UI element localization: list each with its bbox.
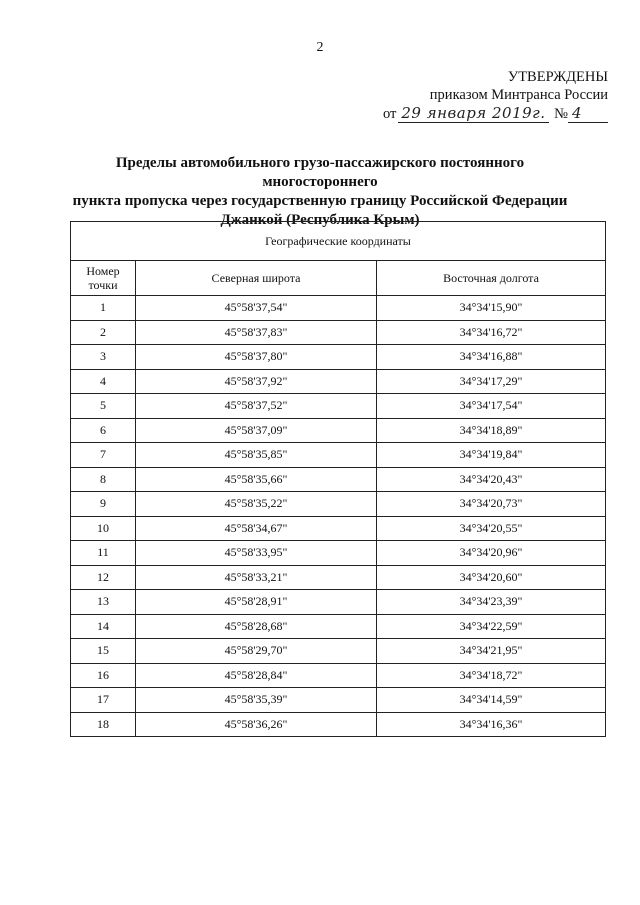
point-number-cell: 4 xyxy=(71,369,136,394)
longitude-cell: 34°34'19,84" xyxy=(377,443,606,468)
col-latitude-header: Северная широта xyxy=(136,261,377,296)
table-row xyxy=(71,320,606,345)
latitude-cell: 45°58'33,21" xyxy=(136,565,377,590)
longitude-cell: 34°34'20,43" xyxy=(377,467,606,492)
latitude-cell: 45°58'28,84" xyxy=(136,663,377,688)
table-row xyxy=(71,345,606,370)
col-number-header: Номер точки xyxy=(71,261,136,296)
approval-order: приказом Минтранса России xyxy=(429,87,608,103)
point-number-cell: 18 xyxy=(71,712,136,737)
latitude-cell: 45°58'37,80" xyxy=(136,345,377,370)
latitude-cell: 45°58'34,67" xyxy=(136,516,377,541)
point-number-cell: 5 xyxy=(71,394,136,419)
longitude-cell: 34°34'20,73" xyxy=(377,492,606,517)
point-number-cell: 8 xyxy=(71,467,136,492)
title-line-1: Пределы автомобильного грузо-пассажирского постоянного многостороннего xyxy=(115,155,525,190)
approval-block xyxy=(430,68,608,104)
table-row xyxy=(71,394,606,419)
point-number-cell: 16 xyxy=(71,663,136,688)
title-line-3: Джанкой (Республика Крым) xyxy=(220,212,420,228)
table-row xyxy=(71,565,606,590)
longitude-cell: 34°34'17,29" xyxy=(377,369,606,394)
table-row xyxy=(71,688,606,713)
page-number: 2 xyxy=(316,40,324,55)
table-row xyxy=(71,443,606,468)
point-number-cell: 1 xyxy=(71,296,136,321)
longitude-cell: 34°34'20,55" xyxy=(377,516,606,541)
longitude-cell: 34°34'22,59" xyxy=(377,614,606,639)
point-number-cell: 15 xyxy=(71,639,136,664)
table-row xyxy=(71,418,606,443)
latitude-cell: 45°58'37,83" xyxy=(136,320,377,345)
longitude-cell: 34°34'15,90" xyxy=(377,296,606,321)
latitude-cell: 45°58'37,92" xyxy=(136,369,377,394)
latitude-cell: 45°58'28,68" xyxy=(136,614,377,639)
point-number-cell: 14 xyxy=(71,614,136,639)
latitude-cell: 45°58'28,91" xyxy=(136,590,377,615)
table-row xyxy=(71,492,606,517)
number-prefix: № xyxy=(554,106,568,122)
longitude-cell: 34°34'16,72" xyxy=(377,320,606,345)
longitude-cell: 34°34'16,36" xyxy=(377,712,606,737)
point-number-cell: 10 xyxy=(71,516,136,541)
latitude-cell: 45°58'37,09" xyxy=(136,418,377,443)
table-row xyxy=(71,369,606,394)
table-row xyxy=(71,639,606,664)
table-row xyxy=(71,541,606,566)
latitude-cell: 45°58'33,95" xyxy=(136,541,377,566)
latitude-cell: 45°58'37,54" xyxy=(136,296,377,321)
longitude-cell: 34°34'23,39" xyxy=(377,590,606,615)
longitude-cell: 34°34'14,59" xyxy=(377,688,606,713)
handwritten-number: 4 xyxy=(568,104,608,123)
latitude-cell: 45°58'35,85" xyxy=(136,443,377,468)
point-number-cell: 9 xyxy=(71,492,136,517)
longitude-cell: 34°34'16,88" xyxy=(377,345,606,370)
longitude-cell: 34°34'18,89" xyxy=(377,418,606,443)
table-row xyxy=(71,663,606,688)
coordinates-table xyxy=(70,221,606,737)
order-date-line xyxy=(383,104,608,123)
point-number-cell: 11 xyxy=(71,541,136,566)
longitude-cell: 34°34'20,60" xyxy=(377,565,606,590)
document-title xyxy=(60,154,580,230)
longitude-cell: 34°34'17,54" xyxy=(377,394,606,419)
title-line-2: пункта пропуска через государственную границу Российской Федерации xyxy=(72,193,568,209)
table-row xyxy=(71,467,606,492)
longitude-cell: 34°34'21,95" xyxy=(377,639,606,664)
handwritten-date: 29 января 2019г. xyxy=(398,104,548,123)
table-row xyxy=(71,614,606,639)
table-row xyxy=(71,516,606,541)
latitude-cell: 45°58'37,52" xyxy=(136,394,377,419)
point-number-cell: 13 xyxy=(71,590,136,615)
point-number-cell: 7 xyxy=(71,443,136,468)
latitude-cell: 45°58'36,26" xyxy=(136,712,377,737)
point-number-cell: 6 xyxy=(71,418,136,443)
point-number-cell: 17 xyxy=(71,688,136,713)
latitude-cell: 45°58'29,70" xyxy=(136,639,377,664)
longitude-cell: 34°34'20,96" xyxy=(377,541,606,566)
point-number-cell: 2 xyxy=(71,320,136,345)
latitude-cell: 45°58'35,22" xyxy=(136,492,377,517)
point-number-cell: 3 xyxy=(71,345,136,370)
approval-heading: УТВЕРЖДЕНЫ xyxy=(507,69,608,85)
date-prefix: от xyxy=(382,106,397,122)
longitude-cell: 34°34'18,72" xyxy=(377,663,606,688)
latitude-cell: 45°58'35,66" xyxy=(136,467,377,492)
latitude-cell: 45°58'35,39" xyxy=(136,688,377,713)
table-row xyxy=(71,590,606,615)
table-row xyxy=(71,712,606,737)
group-header: Географические координаты xyxy=(71,222,606,261)
table-row xyxy=(71,296,606,321)
col-longitude-header: Восточная долгота xyxy=(377,261,606,296)
point-number-cell: 12 xyxy=(71,565,136,590)
